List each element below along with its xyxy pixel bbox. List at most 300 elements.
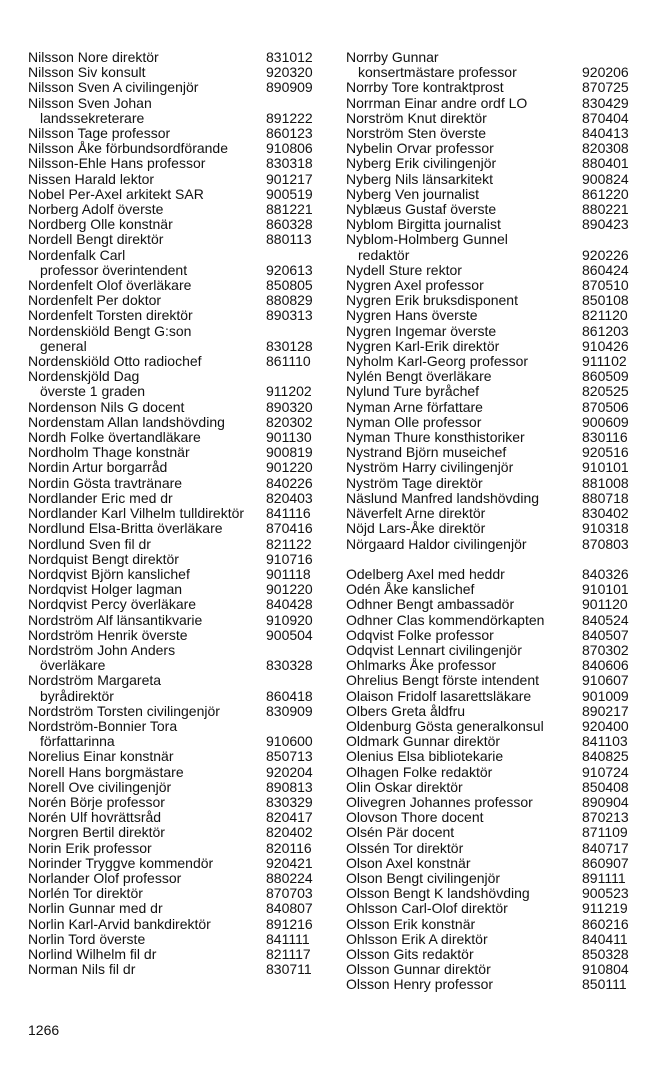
- entry-code: 910600: [266, 733, 313, 750]
- entry-name: Nordin Gösta travtränare: [28, 475, 183, 491]
- entry-code: 910318: [582, 520, 629, 537]
- left-column: [28, 50, 328, 977]
- list-item: [346, 643, 646, 658]
- entry-name: Nordenson Nils G docent: [28, 399, 185, 415]
- list-item: [346, 689, 646, 704]
- entry-name: Nordenskiöld Otto radiochef: [28, 354, 202, 370]
- list-item: [28, 491, 328, 506]
- list-item: [28, 126, 328, 141]
- entry-code: 830318: [266, 155, 313, 172]
- list-item: [346, 506, 646, 521]
- entry-name: Odhner Bengt ambassadör: [346, 597, 515, 613]
- entry-name: Nissen Harald lektor: [28, 171, 155, 187]
- entry-code: 830711: [266, 961, 312, 978]
- entry-code: 890813: [266, 778, 313, 795]
- entry-code: 840411: [582, 930, 628, 947]
- entry-name: Odhner Clas kommendörkapten: [346, 612, 545, 628]
- entry-code: 900609: [582, 413, 629, 430]
- entry-name: Nyblom Birgitta journalist: [346, 217, 501, 233]
- entry-code: 901009: [582, 687, 629, 704]
- list-item: [346, 141, 646, 156]
- list-item: [28, 628, 328, 643]
- list-item: [28, 719, 328, 749]
- entry-code: 891216: [266, 915, 313, 932]
- entry-name: Olson Axel konstnär: [346, 855, 471, 871]
- list-item: [28, 537, 328, 552]
- list-item: [346, 430, 646, 445]
- list-item: [28, 749, 328, 764]
- entry-code: 900504: [266, 626, 313, 643]
- entry-code: 891111: [582, 869, 626, 886]
- entry-name: Nybelin Orvar professor: [346, 141, 494, 157]
- entry-name: Nordlund Elsa-Britta överläkare: [28, 521, 223, 537]
- entry-code: 840717: [582, 839, 629, 856]
- entry-name: Nyberg Nils länsarkitekt: [346, 171, 494, 187]
- entry-code: 911202: [266, 383, 312, 400]
- list-item: [28, 293, 328, 308]
- list-item: [28, 795, 328, 810]
- list-item: [28, 932, 328, 947]
- entry-code: 890423: [582, 216, 629, 233]
- entry-name: Norström Sten överste: [346, 126, 487, 142]
- entry-name: Nyblæus Gustaf överste: [346, 202, 497, 218]
- entry-name: Nyman Arne författare: [346, 399, 483, 415]
- entry-name: Nyblom-Holmberg Gunnel: [346, 232, 508, 248]
- list-item: [346, 80, 646, 95]
- right-column: [346, 50, 646, 993]
- list-item: [346, 947, 646, 962]
- entry-name: Nyman Olle professor: [346, 414, 482, 430]
- entry-name: Nordström Henrik överste: [28, 627, 188, 643]
- list-item: [28, 187, 328, 202]
- entry-code: 860907: [582, 854, 629, 871]
- entry-name: Norrman Einar andre ordf LO: [346, 95, 528, 111]
- list-item: [28, 810, 328, 825]
- entry-code: 880718: [582, 489, 629, 506]
- list-item: [346, 962, 646, 977]
- list-item: [28, 841, 328, 856]
- entry-name: Odelberg Axel med heddr: [346, 566, 505, 582]
- entry-code: 840825: [582, 748, 629, 765]
- entry-code: 861110: [266, 353, 311, 370]
- entry-code: 910724: [582, 763, 629, 780]
- entry-name: Nordholm Thage konstnär: [28, 445, 190, 461]
- entry-code: 870416: [266, 520, 313, 537]
- entry-name: Nygren Axel professor: [346, 278, 484, 294]
- entry-name: Nordenskjöld Dag: [28, 369, 140, 385]
- entry-name: Nordberg Olle konstnär: [28, 217, 173, 233]
- entry-code: 910607: [582, 672, 629, 689]
- entry-code: 871109: [582, 824, 628, 841]
- list-item: [346, 704, 646, 719]
- entry-name: Olenius Elsa bibliotekarie: [346, 749, 504, 765]
- list-item: [346, 795, 646, 810]
- entry-name: Olssén Tor direktör: [346, 840, 464, 856]
- entry-code: 850805: [266, 277, 313, 294]
- list-item: [346, 917, 646, 932]
- section-gap: [346, 552, 646, 567]
- entry-name: Nylund Ture byråchef: [346, 384, 480, 400]
- entry-name: Olaison Fridolf lasarettsläkare: [346, 688, 532, 704]
- entry-name: Nordenfalk Carl: [28, 247, 126, 263]
- entry-code: 920613: [266, 261, 313, 278]
- entry-code: 880224: [266, 869, 313, 886]
- entry-name: Olsson Erik konstnär: [346, 916, 476, 932]
- entry-name-continuation: byrådirektör: [40, 688, 114, 704]
- list-item: [346, 263, 646, 278]
- entry-name: Olson Bengt civilingenjör: [346, 870, 501, 886]
- list-item: [28, 415, 328, 430]
- list-item: [346, 825, 646, 840]
- list-item: [28, 308, 328, 323]
- list-item: [346, 521, 646, 536]
- entry-code: 870510: [582, 277, 629, 294]
- list-item: [28, 613, 328, 628]
- entry-code: 850111: [582, 976, 627, 993]
- entry-code: 830909: [266, 702, 313, 719]
- entry-name: Odqvist Folke professor: [346, 627, 494, 643]
- list-item: [346, 856, 646, 871]
- entry-code: 901220: [266, 459, 313, 476]
- list-item: [346, 202, 646, 217]
- entry-name: Nyberg Erik civilingenjör: [346, 156, 497, 172]
- entry-name: Nordström Torsten civilingenjör: [28, 703, 220, 719]
- entry-name: Oldmark Gunnar direktör: [346, 734, 501, 750]
- entry-code: 901217: [266, 170, 313, 187]
- entry-name: Olovson Thore docent: [346, 810, 484, 826]
- entry-name: Nobel Per-Axel arkitekt SAR: [28, 186, 204, 202]
- entry-name: Odén Åke kanslichef: [346, 582, 475, 598]
- list-item: [346, 901, 646, 916]
- entry-name: Nilsson Tage professor: [28, 126, 171, 142]
- entry-name: Nygren Hans överste: [346, 308, 478, 324]
- entry-name: Odqvist Lennart civilingenjör: [346, 642, 522, 658]
- entry-code: 880221: [582, 201, 629, 218]
- entry-code: 910101: [582, 581, 629, 598]
- list-item: [28, 141, 328, 156]
- list-item: [346, 96, 646, 111]
- entry-name: Norelius Einar konstnär: [28, 749, 174, 765]
- entry-name: Nordenstam Allan landshövding: [28, 414, 225, 430]
- list-item: [346, 871, 646, 886]
- entry-code: 890909: [266, 79, 313, 96]
- entry-name: Nygren Ingemar överste: [346, 323, 497, 339]
- entry-code: 890313: [266, 307, 313, 324]
- list-item: [346, 384, 646, 399]
- list-item: [28, 278, 328, 293]
- entry-code: 830329: [266, 793, 313, 810]
- entry-name: Olsson Henry professor: [346, 977, 494, 993]
- entry-name: Norlin Gunnar med dr: [28, 901, 163, 917]
- entry-code: 900819: [266, 444, 313, 461]
- entry-name: Nordquist Bengt direktör: [28, 551, 179, 567]
- entry-code: 911219: [582, 900, 628, 917]
- entry-code: 840413: [582, 125, 629, 142]
- entry-code: 850408: [582, 778, 629, 795]
- entry-code: 900523: [582, 885, 629, 902]
- list-item: [346, 339, 646, 354]
- list-item: [346, 780, 646, 795]
- entry-name: Nylén Bengt överläkare: [346, 369, 492, 385]
- list-item: [346, 932, 646, 947]
- entry-code: 820308: [582, 140, 629, 157]
- entry-name: Nilsson-Ehle Hans professor: [28, 156, 206, 172]
- entry-code: 841103: [582, 733, 628, 750]
- list-item: [346, 445, 646, 460]
- entry-code: 881221: [266, 201, 313, 218]
- entry-name: Ohrelius Bengt förste intendent: [346, 673, 540, 689]
- entry-code: 901120: [582, 596, 628, 613]
- entry-name: Nilsson Nore direktör: [28, 50, 159, 65]
- list-item: [28, 232, 328, 247]
- entry-name: Nygren Karl-Erik direktör: [346, 338, 500, 354]
- list-item: [28, 354, 328, 369]
- entry-code: 920516: [582, 444, 629, 461]
- list-item: [346, 841, 646, 856]
- entry-code: 910101: [582, 459, 629, 476]
- entry-name: Nordenfelt Per doktor: [28, 293, 162, 309]
- list-item: [346, 613, 646, 628]
- list-item: [28, 172, 328, 187]
- list-item: [346, 111, 646, 126]
- list-item: [28, 506, 328, 521]
- entry-code: 901220: [266, 581, 313, 598]
- list-item: [346, 232, 646, 262]
- entry-name: Nilsson Åke förbundsordförande: [28, 141, 229, 157]
- list-item: [346, 537, 646, 552]
- entry-name: Nordell Bengt direktör: [28, 232, 164, 248]
- list-item: [28, 856, 328, 871]
- list-item: [346, 749, 646, 764]
- entry-name: Nordqvist Percy överläkare: [28, 597, 197, 613]
- entry-code: 861203: [582, 322, 629, 339]
- entry-code: 840606: [582, 657, 629, 674]
- entry-code: 900824: [582, 170, 629, 187]
- entry-code: 860328: [266, 216, 313, 233]
- list-item: [346, 673, 646, 688]
- entry-code: 900519: [266, 185, 313, 202]
- entry-name: Norén Ulf hovrättsråd: [28, 810, 162, 826]
- list-item: [346, 460, 646, 475]
- list-item: [346, 567, 646, 582]
- entry-name: Näslund Manfred landshövding: [346, 490, 540, 506]
- entry-code: 841116: [266, 505, 311, 522]
- entry-code: 920320: [266, 64, 313, 81]
- entry-name: Nordenfelt Torsten direktör: [28, 308, 193, 324]
- entry-code: 861220: [582, 185, 629, 202]
- entry-code: 890320: [266, 398, 313, 415]
- entry-code: 840428: [266, 596, 313, 613]
- entry-code: 911102: [582, 353, 627, 370]
- entry-code: 910716: [266, 550, 313, 567]
- entry-code: 830402: [582, 505, 629, 522]
- list-item: [28, 521, 328, 536]
- list-item: [346, 765, 646, 780]
- list-item: [346, 810, 646, 825]
- entry-name: Nordström John Anders: [28, 642, 176, 658]
- entry-name: Ohlsson Erik A direktör: [346, 931, 488, 947]
- entry-code: 890904: [582, 793, 629, 810]
- entry-name: Nyström Tage direktör: [346, 475, 483, 491]
- entry-code: 870725: [582, 79, 629, 96]
- entry-code: 881008: [582, 474, 629, 491]
- entry-name: Nygren Erik bruksdisponent: [346, 293, 518, 309]
- entry-name: Nyström Harry civilingenjör: [346, 460, 514, 476]
- list-item: [346, 369, 646, 384]
- entry-name: Olin Oskar direktör: [346, 779, 463, 795]
- entry-code: 870213: [582, 809, 629, 826]
- list-item: [346, 278, 646, 293]
- list-item: [28, 324, 328, 354]
- list-item: [28, 445, 328, 460]
- list-item: [28, 552, 328, 567]
- entry-code: 820417: [266, 809, 313, 826]
- list-item: [346, 126, 646, 141]
- list-item: [28, 597, 328, 612]
- entry-code: 891222: [266, 109, 313, 126]
- list-item: [346, 582, 646, 597]
- entry-name: Norell Ove civilingenjör: [28, 779, 172, 795]
- entry-code: 830116: [582, 429, 628, 446]
- entry-code: 920421: [266, 854, 313, 871]
- entry-code: 890217: [582, 702, 629, 719]
- entry-name: Norström Knut direktör: [346, 110, 487, 126]
- entry-name: Nordlander Karl Vilhelm tulldirektör: [28, 506, 245, 522]
- list-item: [28, 765, 328, 780]
- entry-code: 860424: [582, 261, 629, 278]
- entry-code: 840326: [582, 565, 629, 582]
- entry-code: 821122: [266, 535, 312, 552]
- entry-name: Norlander Olof professor: [28, 870, 182, 886]
- list-item: [28, 217, 328, 232]
- entry-name: Norberg Adolf överste: [28, 202, 164, 218]
- entry-name: Norman Nils fil dr: [28, 962, 136, 978]
- entry-name: Norgren Bertil direktör: [28, 825, 165, 841]
- entry-code: 821117: [266, 945, 311, 962]
- entry-name: Norin Erik professor: [28, 840, 152, 856]
- list-item: [28, 80, 328, 95]
- entry-code: 870803: [582, 535, 629, 552]
- entry-name: Olsén Pär docent: [346, 825, 455, 841]
- entry-code: 850328: [582, 945, 629, 962]
- list-item: [28, 460, 328, 475]
- entry-name: Norlin Karl-Arvid bankdirektör: [28, 916, 211, 932]
- list-item: [28, 643, 328, 673]
- entry-name: Nörgaard Haldor civilingenjör: [346, 536, 527, 552]
- list-item: [346, 400, 646, 415]
- entry-name: Nyberg Ven journalist: [346, 186, 480, 202]
- list-item: [346, 734, 646, 749]
- entry-code: 830429: [582, 94, 629, 111]
- entry-name: Olivegren Johannes professor: [346, 794, 533, 810]
- entry-code: 870302: [582, 641, 629, 658]
- entry-code: 840807: [266, 900, 313, 917]
- entry-name-continuation: överste 1 graden: [40, 384, 146, 400]
- entry-name: Nilsson Sven A civilingenjör: [28, 80, 199, 96]
- entry-name: Oldenburg Gösta generalkonsul: [346, 718, 544, 734]
- entry-code: 820525: [582, 383, 629, 400]
- list-item: [346, 172, 646, 187]
- list-item: [28, 430, 328, 445]
- entry-name: Nilsson Siv konsult: [28, 65, 146, 81]
- list-item: [28, 962, 328, 977]
- entry-name: Norlin Tord överste: [28, 931, 146, 947]
- entry-name: Nordqvist Holger lagman: [28, 582, 183, 598]
- list-item: [28, 567, 328, 582]
- entry-name: Norinder Tryggve kommendör: [28, 855, 214, 871]
- entry-name: Norrby Tore kontraktprost: [346, 80, 504, 96]
- list-item: [346, 217, 646, 232]
- entry-code: 920400: [582, 717, 629, 734]
- entry-name: Nordenskiöld Bengt G:son: [28, 323, 192, 339]
- page-number: 1266: [28, 1022, 60, 1038]
- entry-name: Olhagen Folke redaktör: [346, 764, 493, 780]
- entry-code: 860123: [266, 125, 313, 142]
- entry-name: Norén Börje professor: [28, 794, 165, 810]
- entry-code: 920204: [266, 763, 313, 780]
- list-item: [346, 597, 646, 612]
- list-item: [28, 901, 328, 916]
- entry-code: 910806: [266, 140, 313, 157]
- list-item: [28, 248, 328, 278]
- list-item: [28, 400, 328, 415]
- entry-code: 910804: [582, 961, 629, 978]
- entry-code: 841111: [266, 930, 310, 947]
- list-item: [28, 369, 328, 399]
- entry-name: Nordlander Eric med dr: [28, 490, 173, 506]
- list-item: [346, 415, 646, 430]
- entry-code: 831012: [266, 49, 313, 65]
- entry-name: Olsson Gunnar direktör: [346, 962, 491, 978]
- list-item: [28, 917, 328, 932]
- list-item: [346, 187, 646, 202]
- entry-name: Nyholm Karl-Georg professor: [346, 354, 529, 370]
- entry-code: 870404: [582, 109, 629, 126]
- entry-code: 820116: [266, 839, 312, 856]
- list-item: [28, 476, 328, 491]
- entry-code: 820402: [266, 824, 313, 841]
- entry-name: Ohlmarks Åke professor: [346, 658, 497, 674]
- entry-name: Näverfelt Arne direktör: [346, 506, 486, 522]
- entry-name: Nydell Sture rektor: [346, 262, 462, 278]
- list-item: [346, 324, 646, 339]
- entry-name: Nordström Alf länsantikvarie: [28, 612, 203, 628]
- entry-code: 880113: [266, 231, 312, 248]
- entry-name: Olsson Bengt K landshövding: [346, 886, 530, 902]
- entry-name: Nöjd Lars-Åke direktör: [346, 521, 486, 537]
- entry-name: Norrby Gunnar: [346, 50, 439, 65]
- entry-code: 840524: [582, 611, 629, 628]
- entry-name-continuation: konsertmästare professor: [358, 65, 517, 81]
- list-item: [28, 65, 328, 80]
- list-item: [28, 96, 328, 126]
- entry-code: 910920: [266, 611, 313, 628]
- entry-name-continuation: professor överintendent: [40, 262, 188, 278]
- list-item: [28, 50, 328, 65]
- entry-code: 870703: [266, 885, 313, 902]
- list-item: [346, 977, 646, 992]
- list-item: [28, 202, 328, 217]
- list-item: [28, 886, 328, 901]
- entry-code: 860216: [582, 915, 629, 932]
- list-item: [28, 871, 328, 886]
- entry-code: 870506: [582, 398, 629, 415]
- entry-code: 860509: [582, 368, 629, 385]
- entry-name: Nordqvist Björn kanslichef: [28, 566, 190, 582]
- entry-name: Nyman Thure konsthistoriker: [346, 430, 525, 446]
- list-item: [346, 658, 646, 673]
- list-item: [28, 704, 328, 719]
